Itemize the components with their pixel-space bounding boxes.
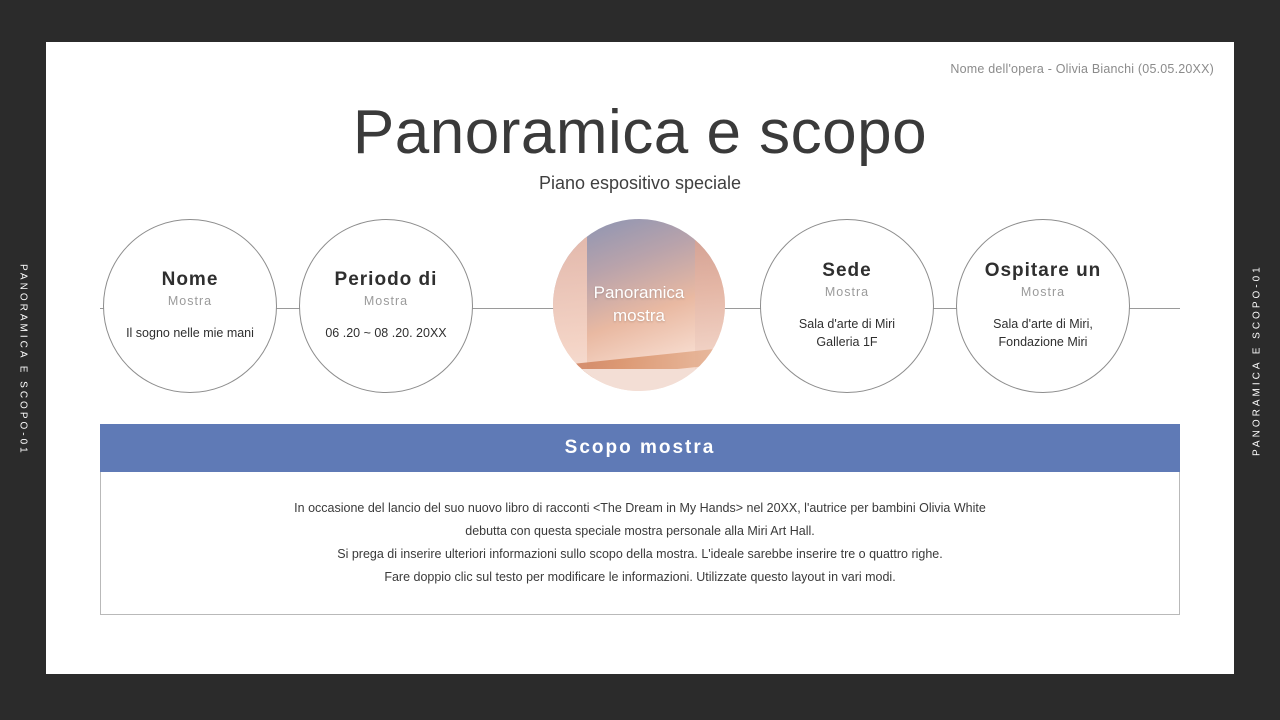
- timeline-item-subtitle: Mostra: [824, 284, 870, 299]
- purpose-line: Fare doppio clic sul testo per modificare le informazioni. Utilizzate questo layout in vari modi.: [384, 570, 896, 585]
- timeline-item-body: 06 .20 ~ 08 .20. 20XX: [325, 326, 447, 341]
- timeline-item-body: Il sogno nelle mie mani: [126, 326, 254, 341]
- timeline-item-title: Ospitare un: [984, 259, 1102, 281]
- timeline-item-title: Periodo di: [334, 269, 438, 291]
- timeline-item-center-photo[interactable]: [553, 219, 725, 391]
- purpose-line: debutta con questa speciale mostra personale alla Miri Art Hall.: [465, 523, 815, 538]
- timeline-item-subtitle: Mostra: [167, 294, 213, 309]
- purpose-line: Si prega di inserire ulteriori informazioni sullo scopo della mostra. L'ideale sarebbe inserire tre o quattro righe.: [337, 547, 943, 561]
- timeline-item-sede[interactable]: [760, 219, 934, 393]
- timeline-item-title: Sede: [822, 259, 872, 281]
- timeline-item-nome[interactable]: [103, 219, 277, 393]
- timeline-item-periodo[interactable]: [299, 219, 473, 393]
- purpose-panel: [100, 424, 1180, 615]
- timeline-item-ospitare[interactable]: [956, 219, 1130, 393]
- slide-header-note: Nome dell'opera - Olivia Bianchi (05.05.20XX): [950, 62, 1214, 76]
- purpose-body[interactable]: [100, 472, 1180, 615]
- timeline-item-body: Sala d'arte di Miri, Fondazione Miri: [993, 316, 1093, 350]
- timeline-center-label: Panoramica mostra: [593, 283, 685, 325]
- timeline-item-subtitle: Mostra: [363, 294, 409, 309]
- timeline-item-body: Sala d'arte di Miri Galleria 1F: [798, 316, 896, 350]
- slide-canvas: [46, 42, 1234, 674]
- timeline-item-subtitle: Mostra: [1020, 284, 1066, 299]
- side-label-right: PANORAMICA E SCOPO-01: [1251, 264, 1263, 456]
- photo-floor-band: [553, 369, 725, 391]
- page-title: Panoramica e scopo: [352, 98, 928, 167]
- page-subtitle: Piano espositivo speciale: [538, 173, 742, 193]
- timeline-row: [46, 219, 1234, 399]
- timeline-item-title: Nome: [161, 269, 219, 291]
- purpose-line: In occasione del lancio del suo nuovo libro di racconti <The Dream in My Hands> nel 20XX, l'autrice per bambini Olivia White: [294, 500, 986, 515]
- purpose-heading: Scopo mostra: [100, 424, 1180, 472]
- side-label-left: PANORAMICA E SCOPO-01: [17, 264, 29, 456]
